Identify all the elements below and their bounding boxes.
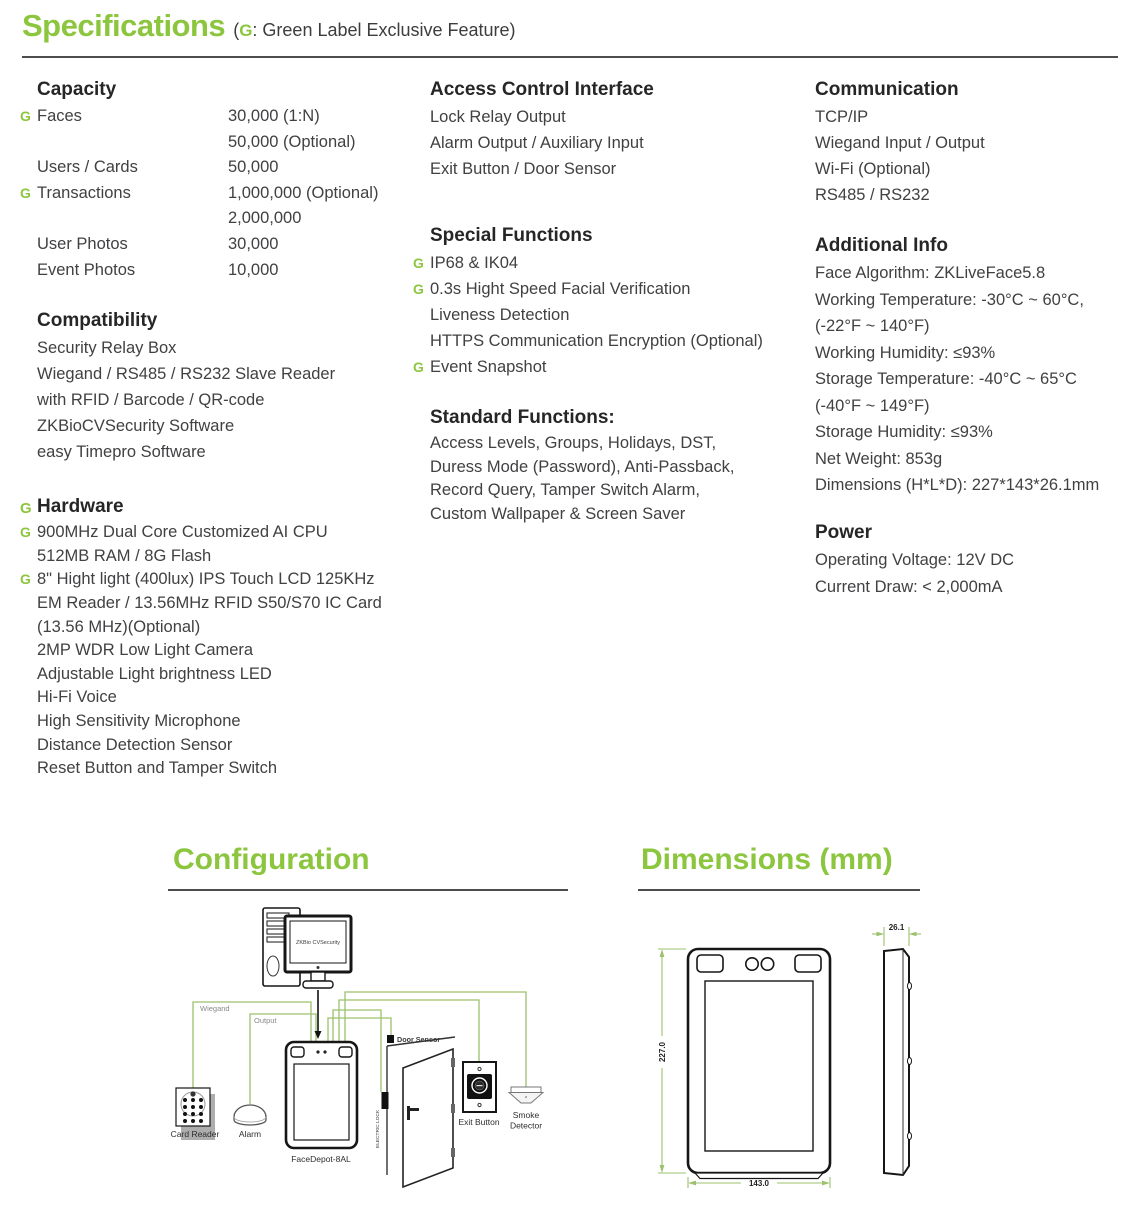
row-value: 50,000 — [228, 158, 279, 177]
list-item: High Sensitivity Microphone — [37, 711, 241, 730]
wiegand-wire-label: Wiegand — [200, 1004, 230, 1013]
additional-info-list — [815, 260, 1130, 499]
list-item: Liveness Detection — [430, 306, 570, 324]
exit-button — [458, 1062, 499, 1127]
list-item — [20, 521, 412, 545]
height-value: 227.0 — [658, 1041, 667, 1063]
list-item: Operating Voltage: 12V DC — [815, 550, 1015, 569]
column-comm-additional-power — [815, 78, 1130, 601]
table-row — [37, 130, 412, 156]
configuration-divider — [168, 889, 568, 891]
device-front-view — [688, 949, 830, 1179]
management-pc — [263, 908, 351, 988]
communication-heading: Communication — [815, 79, 959, 100]
list-item: Wiegand / RS485 / RS232 Slave Reader — [37, 365, 336, 384]
door-sensor-label: Door Sensor — [397, 1035, 441, 1044]
hardware-section — [20, 495, 412, 781]
green-label-icon: G — [20, 184, 31, 201]
item-text: IP68 & IK04 — [430, 254, 519, 272]
list-item — [413, 250, 812, 276]
row-label: User Photos — [37, 234, 128, 253]
item-text: 8" Hight light (400lux) IPS Touch LCD 125KHz — [37, 570, 375, 589]
list-item: Net Weight: 853g — [815, 449, 943, 468]
list-item: Lock Relay Output — [430, 108, 566, 126]
list-item — [413, 276, 812, 302]
output-wire-label: Output — [254, 1016, 277, 1025]
access-control-section — [430, 78, 812, 182]
depth-dimension — [872, 923, 921, 946]
list-item: Adjustable Light brightness LED — [37, 664, 272, 683]
special-functions-section — [413, 224, 812, 380]
item-text: 900MHz Dual Core Customized AI CPU — [37, 523, 328, 542]
additional-info-section — [815, 234, 1130, 499]
row-value: 30,000 (1:N) — [228, 107, 320, 125]
list-item: Wiegand Input / Output — [815, 134, 985, 152]
item-text: Event Snapshot — [430, 358, 547, 376]
green-label-icon: G — [413, 255, 424, 271]
capacity-heading: Capacity — [37, 79, 117, 100]
facedepot-device — [286, 1042, 357, 1164]
table-row — [37, 232, 412, 258]
row-value: 1,000,000 (Optional) — [228, 183, 379, 202]
list-item: Current Draw: < 2,000mA — [815, 577, 1003, 596]
list-item: Custom Wallpaper & Screen Saver — [430, 504, 686, 523]
power-section — [815, 521, 1130, 601]
dimensions-heading: Dimensions (mm) — [641, 843, 893, 876]
row-label: Event Photos — [37, 260, 136, 279]
page-title: Specifications — [22, 8, 226, 43]
standard-functions-section — [430, 406, 812, 526]
list-item: Access Levels, Groups, Holidays, DST, — [430, 434, 717, 452]
list-item — [413, 354, 812, 380]
special-functions-heading: Special Functions — [430, 225, 593, 246]
standard-functions-heading: Standard Functions: — [430, 407, 615, 428]
table-row — [37, 155, 412, 181]
list-item: with RFID / Barcode / QR-code — [37, 391, 265, 410]
door-assembly — [375, 1035, 455, 1187]
list-item: ZKBioCVSecurity Software — [37, 417, 235, 436]
list-item: Reset Button and Tamper Switch — [37, 759, 277, 778]
pc-screen-text: ZKBio CVSecurity — [295, 940, 341, 946]
list-item: Working Temperature: -30°C ~ 60°C, — [815, 290, 1084, 309]
additional-info-heading: Additional Info — [815, 235, 948, 256]
list-item: (-22°F ~ 140°F) — [815, 317, 930, 335]
list-item: 512MB RAM / 8G Flash — [37, 546, 212, 565]
card-reader-label: Card Reader — [170, 1129, 220, 1139]
list-item: Distance Detection Sensor — [37, 735, 233, 754]
depth-value: 26.1 — [888, 923, 905, 932]
power-list — [815, 547, 1130, 601]
list-item: Storage Humidity: ≤93% — [815, 423, 993, 441]
width-value: 143.0 — [748, 1179, 770, 1188]
hardware-heading — [20, 495, 412, 519]
green-label-icon: G — [413, 281, 424, 297]
device-label: FaceDepot-8AL — [291, 1154, 351, 1164]
smoke-detector-label-line1: Smoke — [512, 1110, 540, 1120]
table-row — [37, 258, 412, 284]
list-item: HTTPS Communication Encryption (Optional) — [430, 332, 763, 350]
row-label: Faces — [37, 107, 82, 125]
card-reader — [171, 1088, 220, 1140]
list-item: Hi-Fi Voice — [37, 688, 117, 707]
smoke-detector — [509, 1087, 543, 1131]
access-control-heading: Access Control Interface — [430, 79, 654, 100]
access-control-list — [430, 104, 812, 182]
table-row — [37, 206, 412, 232]
list-item: Record Query, Tamper Switch Alarm, — [430, 481, 700, 500]
list-item: Dimensions (H*L*D): 227*143*26.1mm — [815, 476, 1100, 494]
heading-text: Hardware — [37, 496, 124, 518]
green-label-legend — [233, 20, 515, 41]
table-row — [20, 104, 412, 130]
alarm-sounder — [234, 1105, 266, 1139]
device-side-view — [884, 949, 912, 1175]
column-access-special-standard — [413, 78, 812, 526]
smoke-detector-label-line2: Detector — [509, 1120, 543, 1131]
green-label-icon: G — [20, 524, 31, 541]
compatibility-section — [37, 309, 412, 465]
exit-button-label: Exit Button — [458, 1117, 500, 1127]
capacity-table — [20, 104, 412, 283]
row-value: 10,000 — [228, 260, 279, 279]
legend-open-paren: ( — [233, 20, 240, 40]
legend-text: : Green Label Exclusive Feature) — [252, 20, 516, 40]
item-text: 0.3s Hight Speed Facial Verification — [430, 280, 691, 298]
list-item: Duress Mode (Password), Anti-Passback, — [430, 457, 735, 476]
header-divider — [22, 56, 1118, 58]
row-value: 30,000 — [228, 234, 279, 253]
list-item — [20, 568, 412, 592]
list-item: Exit Button / Door Sensor — [430, 160, 617, 178]
list-item: Face Algorithm: ZKLiveFace5.8 — [815, 264, 1046, 282]
hardware-list — [20, 521, 412, 781]
electric-lock-label: ELECTRIC LOCK — [376, 1109, 381, 1148]
special-functions-list — [413, 250, 812, 380]
green-label-icon: G — [20, 500, 32, 518]
list-item: 2MP WDR Low Light Camera — [37, 641, 254, 660]
standard-functions-list — [430, 432, 812, 526]
list-item: Wi-Fi (Optional) — [815, 160, 931, 178]
row-label: Users / Cards — [37, 158, 138, 177]
communication-list — [815, 104, 1130, 208]
list-item: (13.56 MHz)(Optional) — [37, 617, 201, 636]
height-dimension — [658, 949, 686, 1173]
list-item: Storage Temperature: -40°C ~ 65°C — [815, 370, 1077, 388]
configuration-diagram — [160, 896, 580, 1206]
list-item: Working Humidity: ≤93% — [815, 343, 996, 362]
green-label-icon: G — [20, 108, 31, 124]
row-value: 50,000 (Optional) — [228, 132, 356, 151]
table-row — [20, 181, 412, 207]
green-label-icon: G — [239, 21, 253, 40]
green-label-icon: G — [20, 571, 31, 588]
row-label — [37, 206, 228, 232]
dimensions-divider — [638, 889, 920, 891]
row-label — [37, 130, 228, 156]
list-item: TCP/IP — [815, 108, 869, 126]
compatibility-heading: Compatibility — [37, 310, 158, 332]
alarm-label: Alarm — [238, 1129, 262, 1139]
green-label-icon: G — [413, 359, 424, 375]
list-item: Alarm Output / Auxiliary Input — [430, 134, 644, 152]
row-label: Transactions — [37, 183, 131, 202]
row-value: 2,000,000 — [228, 209, 302, 228]
column-capacity-compat-hardware — [20, 78, 412, 781]
list-item: EM Reader / 13.56MHz RFID S50/S70 IC Card — [37, 593, 382, 612]
page-header — [22, 8, 516, 44]
list-item: RS485 / RS232 — [815, 186, 930, 204]
list-item: (-40°F ~ 149°F) — [815, 396, 930, 415]
dimensions-diagram — [645, 896, 945, 1206]
communication-section — [815, 78, 1130, 208]
list-item: Security Relay Box — [37, 339, 177, 358]
list-item: easy Timepro Software — [37, 443, 206, 462]
configuration-heading: Configuration — [173, 843, 370, 876]
power-heading: Power — [815, 521, 873, 543]
capacity-section — [20, 78, 412, 283]
compatibility-list — [37, 335, 412, 465]
